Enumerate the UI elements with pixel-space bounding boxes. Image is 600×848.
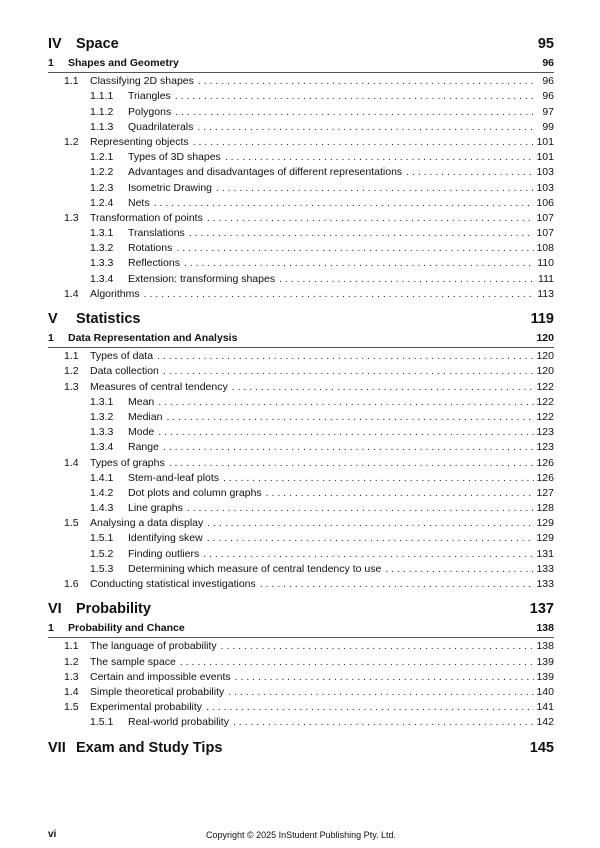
entry-title: Real-world probability [128,716,229,729]
entry-title: Nets [128,196,150,209]
entry-page: 103 [536,166,554,179]
subsection-entry[interactable] [48,486,554,501]
entry-number: 1.2.3 [90,181,114,194]
entry-page: 133 [536,562,554,575]
entry-number: 1.1.1 [90,90,114,103]
page-footer [48,829,554,843]
dot-leader [199,547,534,562]
entry-page: 139 [536,670,554,683]
section-entry[interactable] [48,655,554,670]
entry-title: The language of probability [90,640,217,653]
entry-number: 1.2.4 [90,196,114,209]
entry-number: 1.3.4 [90,272,114,285]
subsection-entry[interactable] [48,181,554,196]
entry-page: 120 [536,365,554,378]
subsection-entry[interactable] [48,562,554,577]
entry-title: Advantages and disadvantages of different representations [128,166,403,179]
part-title: Probability [76,601,151,618]
section-entry[interactable] [48,639,554,654]
dot-leader [176,655,534,670]
entry-number: 1.3.3 [90,257,114,270]
dot-leader [162,410,534,425]
entry-number: 1.3.4 [90,441,114,454]
entry-page: 110 [537,257,554,270]
entry-number: 1.4.1 [90,471,114,484]
section-entry[interactable] [48,700,554,715]
chapter-number: 1 [48,622,54,635]
part-title: Space [76,36,119,52]
entry-page: 107 [536,227,554,240]
subsection-entry[interactable] [48,196,554,211]
dot-leader [153,349,534,364]
entry-page: 138 [536,640,554,653]
entry-number: 1.2 [64,135,79,148]
entry-page: 122 [536,395,554,408]
dot-leader [171,89,534,104]
subsection-entry[interactable] [48,256,554,271]
part-page: 95 [537,36,554,52]
part-number: VII [48,739,66,756]
dot-leader [256,577,534,592]
entry-number: 1.3.2 [90,410,114,423]
part-title-group [48,601,151,617]
entry-number: 1.4 [64,456,79,469]
entry-number: 1.1 [64,640,79,653]
entry-title: Mean [128,395,155,408]
subsection-entry[interactable] [48,150,554,165]
entry-number: 1.5.3 [90,562,114,575]
dot-leader [203,516,534,531]
entry-page: 129 [536,532,554,545]
subsection-entry[interactable] [48,547,554,562]
subsection-entry[interactable] [48,395,554,410]
part-title: Statistics [76,311,141,327]
entry-number: 1.1 [64,350,79,363]
part-title-group [48,36,119,52]
entry-page: 107 [536,211,554,224]
entry-number: 1.2.1 [90,151,114,164]
chapter-heading[interactable] [48,332,554,348]
chapter-page: 96 [542,57,554,69]
entry-page: 122 [536,410,554,423]
entry-page: 127 [536,486,554,499]
entry-title: Quadrilaterals [128,120,194,133]
chapter-number: 1 [48,57,54,69]
entry-title: Analysing a data display [90,517,204,530]
part-number: V [48,311,58,327]
subsection-entry[interactable] [48,425,554,440]
entry-title: Isometric Drawing [128,181,213,194]
entry-title: Extension: transforming shapes [128,272,276,285]
entry-title: Experimental probability [90,701,203,714]
entry-title: Representing objects [90,135,189,148]
section-entry[interactable] [48,349,554,364]
chapter-title-group [48,622,185,634]
section-entry[interactable] [48,516,554,531]
part-page: 137 [529,601,554,618]
part-page: 119 [530,311,554,327]
entry-title: Mode [128,426,155,439]
chapter-number: 1 [48,332,54,344]
chapter-page: 120 [536,332,554,344]
entry-title: Reflections [128,257,180,270]
entry-title: Types of graphs [90,456,165,469]
dot-leader [217,639,534,654]
entry-title: Triangles [128,90,171,103]
part-number: IV [48,36,62,52]
entry-page: 97 [542,105,554,118]
entry-page: 133 [536,578,554,590]
entry-number: 1.5.2 [90,547,114,560]
entry-title: Data collection [90,365,159,378]
entry-title: Rotations [128,242,173,255]
entry-title: Dot plots and column graphs [128,486,262,499]
entry-number: 1.2.2 [90,166,114,179]
part-heading[interactable] [48,601,554,621]
subsection-entry[interactable] [48,272,554,287]
entry-number: 1.1 [64,75,79,88]
entry-title: Simple theoretical probability [90,685,225,698]
subsection-entry[interactable] [48,89,554,104]
section-entry[interactable] [48,670,554,685]
copyright-notice: Copyright © 2025 InStudent Publishing Pty. Ltd. [205,830,397,840]
entry-number: 1.3.1 [90,395,114,408]
chapter-title-group [48,332,237,344]
dot-leader [381,562,534,577]
entry-number: 1.4.2 [90,486,114,499]
entry-number: 1.3 [64,670,79,683]
dot-leader [202,700,534,715]
section-entry[interactable] [48,211,554,226]
entry-number: 1.5 [64,701,79,714]
dot-leader [262,486,534,501]
entry-page: 123 [536,441,554,454]
entry-page: 128 [536,502,554,515]
subsection-entry[interactable] [48,501,554,516]
dot-leader [212,181,534,196]
part-title-group [48,311,140,327]
entry-title: Finding outliers [128,547,200,560]
entry-number: 1.4 [64,685,79,698]
entry-page: 101 [536,135,554,148]
dot-leader [183,501,534,516]
entry-title: Classifying 2D shapes [90,75,194,88]
entry-title: Determining which measure of central tendency to use [128,562,382,575]
section-entry[interactable] [48,135,554,150]
entry-title: Certain and impossible events [90,670,231,683]
dot-leader [172,241,534,256]
dot-leader [231,670,534,685]
section-entry[interactable] [48,685,554,700]
chapter-title: Probability and Chance [68,622,185,635]
entry-page: 99 [542,120,554,133]
entry-title: Types of 3D shapes [128,151,221,164]
section-entry[interactable] [48,74,554,89]
entry-number: 1.5 [64,517,79,530]
part-heading[interactable] [48,311,554,331]
dot-leader [219,471,534,486]
subsection-entry[interactable] [48,440,554,455]
chapter-page: 138 [536,622,554,635]
dot-leader [189,135,534,150]
chapter-heading[interactable] [48,57,554,73]
entry-number: 1.3 [64,211,79,224]
dot-leader [194,74,534,89]
section-entry[interactable] [48,380,554,395]
entry-page: 106 [536,196,554,209]
entry-page: 111 [538,272,554,285]
subsection-entry[interactable] [48,531,554,546]
entry-title: Types of data [90,350,154,363]
entry-page: 122 [536,380,554,393]
entry-number: 1.4 [64,287,79,300]
entry-title: Median [128,410,163,423]
dot-leader [165,456,534,471]
part-heading[interactable] [48,36,554,56]
entry-number: 1.3.3 [90,426,114,439]
entry-number: 1.5.1 [90,716,114,729]
dot-leader [185,226,534,241]
entry-title: Line graphs [128,502,183,515]
part-page: 145 [529,739,554,756]
dot-leader [159,440,534,455]
entry-page: 131 [536,547,554,560]
entry-title: Algorithms [90,287,140,300]
dot-leader [203,211,534,226]
entry-title: Polygons [128,105,172,118]
dot-leader [140,287,534,302]
entry-title: Translations [128,227,185,240]
chapter-title-group [48,57,179,69]
section-entry[interactable] [48,287,554,302]
entry-page: 103 [536,181,554,194]
entry-title: Measures of central tendency [90,380,228,393]
entry-page: 126 [536,471,554,484]
part-title-group [48,740,222,756]
page-number: vi [48,829,57,840]
section-entry[interactable] [48,364,554,379]
dot-leader [229,715,534,730]
dot-leader [203,531,534,546]
entry-page: 139 [536,655,554,668]
dot-leader [180,256,534,271]
subsection-entry[interactable] [48,105,554,120]
dot-leader [224,685,534,700]
entry-number: 1.2 [64,655,79,668]
dot-leader [159,364,534,379]
subsection-entry[interactable] [48,715,554,730]
dot-leader [150,196,534,211]
subsection-entry[interactable] [48,165,554,180]
entry-page: 140 [536,685,554,698]
chapter-heading[interactable] [48,622,554,638]
dot-leader [228,380,534,395]
entry-page: 126 [536,456,554,469]
table-of-contents [48,36,554,761]
entry-number: 1.1.2 [90,105,114,118]
chapter-title: Data Representation and Analysis [68,332,238,344]
entry-title: Stem-and-leaf plots [128,471,220,484]
entry-page: 142 [536,716,554,729]
entry-number: 1.2 [64,365,79,378]
entry-number: 1.3.2 [90,242,114,255]
entry-page: 108 [536,242,554,255]
dot-leader [154,395,534,410]
entry-page: 101 [536,151,554,164]
dot-leader [402,165,534,180]
entry-number: 1.5.1 [90,532,114,545]
part-title: Exam and Study Tips [76,739,223,756]
subsection-entry[interactable] [48,226,554,241]
entry-page: 96 [542,90,554,103]
dot-leader [275,272,534,287]
entry-number: 1.1.3 [90,120,114,133]
entry-page: 141 [536,701,554,714]
subsection-entry[interactable] [48,120,554,135]
entry-page: 113 [537,287,554,300]
entry-title: Range [128,441,159,454]
subsection-entry[interactable] [48,410,554,425]
section-entry[interactable] [48,456,554,471]
part-number: VI [48,601,62,618]
dot-leader [221,150,534,165]
entry-title: Conducting statistical investigations [90,578,256,590]
part-heading[interactable] [48,740,554,760]
entry-page: 129 [536,517,554,530]
entry-page: 96 [542,75,554,88]
entry-title: Transformation of points [90,211,203,224]
entry-title: Identifying skew [128,532,203,545]
entry-page: 120 [536,350,554,363]
dot-leader [171,105,534,120]
subsection-entry[interactable] [48,241,554,256]
chapter-title: Shapes and Geometry [68,57,179,69]
entry-title: The sample space [90,655,176,668]
dot-leader [193,120,534,135]
entry-number: 1.4.3 [90,502,114,515]
entry-number: 1.3.1 [90,227,114,240]
section-entry[interactable] [48,577,554,592]
entry-page: 123 [536,426,554,439]
dot-leader [154,425,534,440]
entry-number: 1.3 [64,380,79,393]
entry-number: 1.6 [64,578,79,590]
subsection-entry[interactable] [48,471,554,486]
